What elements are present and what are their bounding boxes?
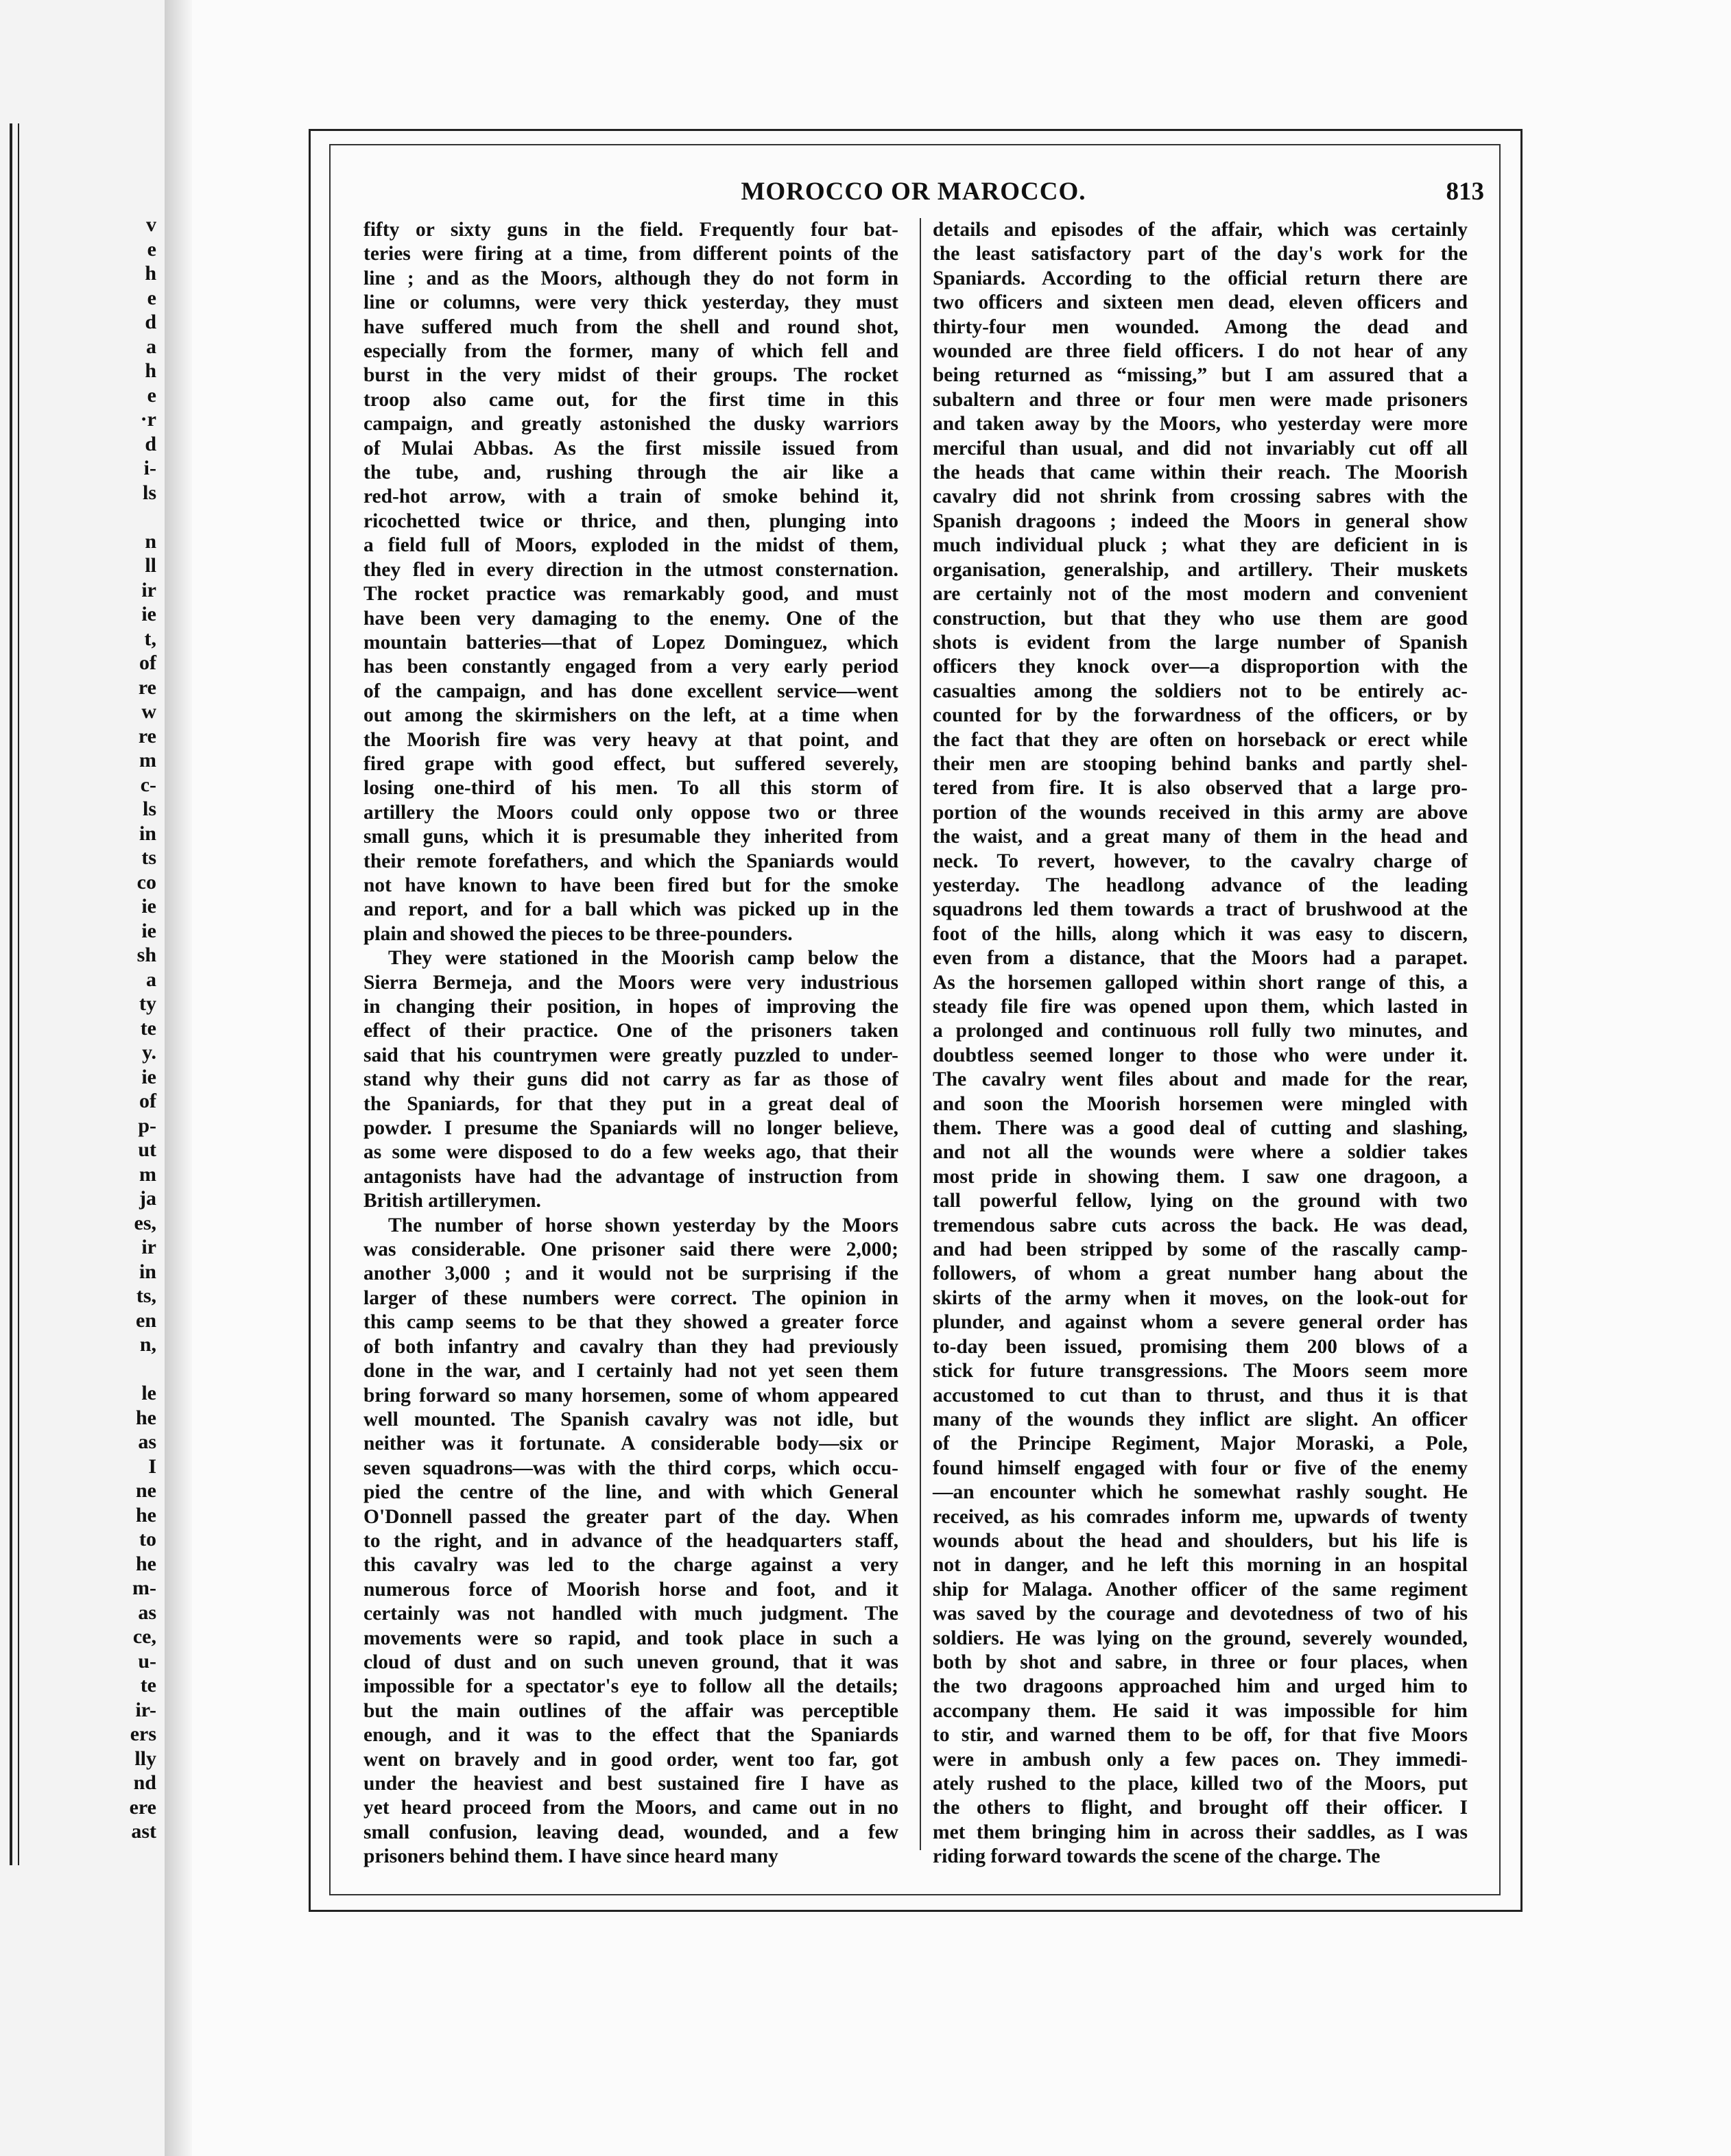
text-line: the tube, and, rushing through the air like a — [363, 462, 898, 484]
text-line: mountain batteries—that of Lopez Dominguez, which — [363, 631, 898, 654]
previous-page-line-fragment: d — [145, 432, 156, 455]
text-line: and taken away by the Moors, who yesterday were more — [933, 413, 1468, 435]
text-line: pied the centre of the line, and with which General — [363, 1481, 898, 1504]
previous-page-frame-rule — [10, 123, 12, 1865]
text-line: the Moorish fire was very heavy at that point, and — [363, 728, 898, 751]
text-line: larger of these numbers were correct. The opinion in — [363, 1286, 898, 1309]
previous-page-line-fragment: ll — [145, 554, 156, 577]
text-line: they fled in every direction in the utmost consternation. — [363, 558, 898, 581]
text-line: not have known to have been fired but for the smoke — [363, 874, 898, 896]
previous-page-line-fragment: ty — [139, 992, 156, 1015]
left-text-column — [363, 218, 898, 1868]
previous-page-line-fragment: n — [145, 529, 156, 553]
text-line: many of the wounds they inflict are slight. An officer — [933, 1408, 1468, 1430]
previous-page-line-fragment: en — [136, 1308, 156, 1332]
text-line: subaltern and three or four men were made prisoners — [933, 388, 1468, 411]
text-line: soldiers. He was lying on the ground, severely wounded, — [933, 1627, 1468, 1649]
previous-page-line-fragment: ce, — [132, 1625, 156, 1648]
previous-page-line-fragment: h — [145, 262, 156, 285]
text-line: merciful than usual, and did not invariably cut off all — [933, 437, 1468, 459]
text-line: in changing their position, in hopes of improving the — [363, 996, 898, 1018]
text-line: skirts of the army when it moves, on the look-out for — [933, 1286, 1468, 1309]
text-line: but the main outlines of the affair was perceptible — [363, 1699, 898, 1722]
text-line: construction, but that they who use them are good — [933, 607, 1468, 630]
book-page — [192, 0, 1731, 2156]
text-line: the two dragoons approached him and urged him to — [933, 1675, 1468, 1698]
text-line: especially from the former, many of which fell and — [363, 340, 898, 363]
text-line: numerous force of Moorish horse and foot, and it — [363, 1578, 898, 1601]
text-line: troop also came out, for the first time in this — [363, 388, 898, 411]
previous-page-line-fragment: ts, — [136, 1284, 156, 1307]
text-line: to stir, and warned them to be off, for that five Moors — [933, 1724, 1468, 1747]
previous-page-line-fragment: e — [147, 237, 156, 261]
text-line: effect of their practice. One of the prisoners taken — [363, 1020, 898, 1042]
text-line: the waist, and a great many of them in the head and — [933, 826, 1468, 848]
text-line: tered from fire. It is also observed that a large pro- — [933, 777, 1468, 800]
text-line: casualties among the soldiers not to be entirely ac- — [933, 680, 1468, 702]
text-line: red-hot arrow, with a train of smoke behind it, — [363, 486, 898, 508]
previous-page-line-fragment: ls — [142, 481, 156, 504]
text-line: small confusion, leaving dead, wounded, and a few — [363, 1821, 898, 1843]
text-line: impossible for a spectator's eye to follow all the details; — [363, 1675, 898, 1698]
text-line: foot of the hills, along which it was easy to discern, — [933, 922, 1468, 945]
text-line: out among the skirmishers on the left, at a time when — [363, 704, 898, 727]
text-line: squadrons led them towards a tract of brushwood at the — [933, 898, 1468, 921]
column-divider — [920, 218, 921, 1850]
text-line: prisoners behind them. I have since heard many — [363, 1845, 778, 1868]
text-line: Spaniards. According to the official return there are — [933, 267, 1468, 289]
text-line: enough, and it was to the effect that the Spaniards — [363, 1724, 898, 1747]
previous-page-line-fragment: i- — [143, 457, 156, 479]
previous-page-line-fragment: m — [139, 749, 156, 771]
text-line: their remote forefathers, and which the Spaniards would — [363, 850, 898, 872]
previous-page-line-fragment: I — [148, 1454, 156, 1478]
text-line: line or columns, were very thick yesterday, they must — [363, 291, 898, 314]
previous-page-line-fragment: ne — [136, 1479, 156, 1502]
right-text-column — [933, 218, 1468, 1868]
text-line: even from a distance, that the Moors had a parapet. — [933, 947, 1468, 970]
text-line: the others to flight, and brought off their officer. I — [933, 1797, 1468, 1819]
previous-page-fragment — [0, 0, 165, 2156]
text-line: went on bravely and in good order, went too far, got — [363, 1748, 898, 1771]
previous-page-line-fragment: nd — [133, 1771, 156, 1794]
text-line: cavalry did not shrink from crossing sabres with the — [933, 486, 1468, 508]
text-line: most pride in showing them. I saw one dragoon, a — [933, 1165, 1468, 1188]
previous-page-line-fragment: w — [141, 700, 156, 723]
text-line: this cavalry was led to the charge against a very — [363, 1554, 898, 1577]
previous-page-line-fragment: sh — [136, 944, 156, 966]
previous-page-line-fragment: e — [147, 383, 156, 407]
text-line: neither was it fortunate. A considerable body—six or — [363, 1433, 898, 1455]
text-line: of Mulai Abbas. As the first missile issued from — [363, 437, 898, 459]
text-line: losing one-third of his men. To all this storm of — [363, 777, 898, 800]
text-line: riding forward towards the scene of the charge. The — [933, 1845, 1381, 1868]
previous-page-line-fragment: to — [139, 1528, 156, 1550]
text-line: burst in the very midst of their groups. The rocket — [363, 364, 898, 387]
text-line: ship for Malaga. Another officer of the same regiment — [933, 1578, 1468, 1601]
previous-page-line-fragment: re — [138, 675, 156, 699]
text-line: movements were so rapid, and took place in such a — [363, 1627, 898, 1649]
text-line: under the heaviest and best sustained fire I have as — [363, 1773, 898, 1795]
text-line: They were stationed in the Moorish camp below the — [388, 947, 898, 970]
previous-page-line-fragment: ut — [138, 1138, 156, 1161]
text-line: have suffered much from the shell and round shot, — [363, 315, 898, 338]
text-line: a field full of Moors, exploded in the midst of them, — [363, 534, 898, 557]
previous-page-line-fragment: of — [139, 1090, 156, 1112]
text-line: and not all the wounds were where a soldier takes — [933, 1141, 1468, 1164]
text-line: officers they knock over—a disproportion with the — [933, 656, 1468, 678]
previous-page-line-fragment: te — [140, 1016, 156, 1040]
text-line: tremendous sabre cuts across the back. He was dead, — [933, 1214, 1468, 1236]
previous-page-line-fragment: c- — [140, 773, 156, 796]
previous-page-line-fragment: es, — [134, 1211, 156, 1234]
text-line: ricochetted twice or thrice, and then, plunging into — [363, 510, 898, 532]
previous-page-line-fragment: ers — [130, 1723, 156, 1745]
previous-page-line-fragment: co — [136, 870, 156, 894]
previous-page-line-fragment: d — [145, 311, 156, 333]
previous-page-line-fragment: ie — [141, 603, 156, 625]
text-line: another 3,000 ; and it would not be surprising if the — [363, 1262, 898, 1285]
previous-page-line-fragment: t, — [144, 627, 156, 650]
text-line: plunder, and against whom a severe general order has — [933, 1311, 1468, 1334]
text-line: portion of the wounds received in this army are above — [933, 801, 1468, 824]
running-head — [331, 177, 1496, 211]
text-line: Spanish dragoons ; indeed the Moors in general show — [933, 510, 1468, 532]
text-line: neck. To revert, however, to the cavalry charge of — [933, 850, 1468, 872]
previous-page-line-fragment: ir- — [135, 1698, 156, 1721]
previous-page-line-fragment: in — [139, 1260, 156, 1283]
text-line: and soon the Moorish horsemen were mingled with — [933, 1092, 1468, 1115]
text-line: —an encounter which he somewhat rashly sought. He — [933, 1481, 1468, 1504]
text-line: shots is evident from the large number of Spanish — [933, 631, 1468, 654]
text-line: received, as his comrades inform me, upwards of twenty — [933, 1505, 1468, 1528]
text-line: have been very damaging to the enemy. One of the — [363, 607, 898, 630]
text-line: much individual pluck ; what they are deficient in is — [933, 534, 1468, 557]
previous-page-line-fragment: ir — [141, 1236, 156, 1258]
text-line: steady file fire was opened upon them, which lasted in — [933, 996, 1468, 1018]
text-line: organisation, generalship, and artillery. Their muskets — [933, 558, 1468, 581]
text-line: of the campaign, and has done excellent service—went — [363, 680, 898, 702]
text-line: Sierra Bermeja, and the Moors were very industrious — [363, 971, 898, 994]
text-line: The cavalry went files about and made for the rear, — [933, 1068, 1468, 1091]
text-line: their men are stooping behind banks and partly shel- — [933, 752, 1468, 775]
text-line: O'Donnell passed the greater part of the day. When — [363, 1505, 898, 1528]
previous-page-line-fragment: ie — [141, 1065, 156, 1088]
previous-page-line-fragment: he — [136, 1552, 156, 1575]
previous-page-line-fragment: as — [138, 1430, 156, 1453]
previous-page-line-fragment: in — [139, 822, 156, 845]
text-line: accustomed to cut than to thrust, and thus it is that — [933, 1384, 1468, 1406]
text-line: cloud of dust and on such uneven ground, that it was — [363, 1651, 898, 1673]
previous-page-text-fragments — [126, 213, 156, 1844]
previous-page-line-fragment: h — [145, 359, 156, 382]
text-line: fifty or sixty guns in the field. Frequently four bat- — [363, 219, 898, 241]
previous-page-frame-rule — [18, 123, 19, 1865]
previous-page-line-fragment: he — [136, 1503, 156, 1526]
text-line: The rocket practice was remarkably good, and must — [363, 583, 898, 606]
previous-page-line-fragment: p- — [138, 1114, 156, 1137]
previous-page-line-fragment: v — [146, 213, 156, 236]
text-line: doubtless seemed longer to those who were under it. — [933, 1044, 1468, 1066]
previous-page-line-fragment: ir — [141, 578, 156, 601]
previous-page-line-fragment: a — [146, 968, 156, 991]
previous-page-line-fragment: a — [146, 335, 156, 358]
text-line: the least satisfactory part of the day's work for the — [933, 243, 1468, 265]
previous-page-line-fragment — [126, 1357, 156, 1382]
previous-page-line-fragment: m — [139, 1162, 156, 1186]
text-line: British artillerymen. — [363, 1190, 541, 1212]
text-line: accompany them. He said it was impossible for him — [933, 1699, 1468, 1722]
text-line: found himself engaged with four or five of the enemy — [933, 1457, 1468, 1479]
text-line: seven squadrons—was with the third corps, which occu- — [363, 1457, 898, 1479]
previous-page-line-fragment: e — [147, 286, 156, 309]
text-line: bring forward so many horsemen, some of whom appeared — [363, 1384, 898, 1406]
text-line: followers, of whom a great number hang about the — [933, 1262, 1468, 1285]
previous-page-line-fragment: n, — [139, 1333, 156, 1356]
text-line: yesterday. The headlong advance of the leading — [933, 874, 1468, 896]
text-line: the Spaniards, for that they put in a great deal of — [363, 1092, 898, 1115]
previous-page-line-fragment: le — [141, 1382, 156, 1404]
page-number: 813 — [1446, 178, 1484, 206]
text-line: ately rushed to the place, killed two of the Moors, put — [933, 1773, 1468, 1795]
text-line: this camp seems to be that they showed a greater force — [363, 1311, 898, 1334]
text-line: done in the war, and I certainly had not yet seen them — [363, 1360, 898, 1382]
text-line: artillery the Moors could only oppose two or three — [363, 801, 898, 824]
text-line: wounds about the head and shoulders, but his life is — [933, 1529, 1468, 1552]
text-line: certainly was not handled with much judgment. The — [363, 1603, 898, 1625]
text-line: said that his countrymen were greatly puzzled to under- — [363, 1044, 898, 1066]
text-line: not in danger, and he left this morning in an hospital — [933, 1554, 1468, 1577]
text-line: a prolonged and continuous roll fully two minutes, and — [933, 1020, 1468, 1042]
previous-page-line-fragment: ie — [141, 895, 156, 918]
text-line: and had been stripped by some of the rascally camp- — [933, 1238, 1468, 1261]
running-title: MOROCCO OR MAROCCO. — [741, 178, 1086, 206]
text-line: As the horsemen galloped within short range of this, a — [933, 971, 1468, 994]
text-line: the heads that came within their reach. The Moorish — [933, 462, 1468, 484]
text-line: are certainly not of the most modern and convenient — [933, 583, 1468, 606]
text-line: and report, and for a ball which was picked up in the — [363, 898, 898, 921]
text-line: them. There was a good deal of cutting and slashing, — [933, 1117, 1468, 1140]
text-line: antagonists have had the advantage of instruction from — [363, 1165, 898, 1188]
previous-page-line-fragment: ie — [141, 919, 156, 942]
previous-page-line-fragment: te — [140, 1674, 156, 1697]
text-line: counted for by the forwardness of the officers, or by — [933, 704, 1468, 727]
text-line: plain and showed the pieces to be three-pounders. — [363, 922, 793, 945]
text-line: stick for future transgressions. The Moors seem more — [933, 1360, 1468, 1382]
text-line: teries were firing at a time, from different points of the — [363, 243, 898, 265]
text-line: of both infantry and cavalry than they had previously — [363, 1335, 898, 1358]
book-gutter — [165, 0, 192, 2156]
text-line: being returned as “missing,” but I am assured that a — [933, 364, 1468, 387]
text-line: was saved by the courage and devotedness of two of his — [933, 1603, 1468, 1625]
previous-page-line-fragment: re — [138, 724, 156, 747]
text-line: both by shot and sabre, in three or four places, when — [933, 1651, 1468, 1673]
text-line: of the Principe Regiment, Major Moraski, a Pole, — [933, 1433, 1468, 1455]
text-line: powder. I presume the Spaniards will no longer believe, — [363, 1117, 898, 1140]
previous-page-line-fragment: ja — [139, 1187, 156, 1210]
text-line: fired grape with good effect, but suffered severely, — [363, 752, 898, 775]
text-line: small guns, which it is presumable they inherited from — [363, 826, 898, 848]
previous-page-line-fragment: as — [138, 1601, 156, 1624]
previous-page-line-fragment: ast — [131, 1820, 156, 1843]
previous-page-line-fragment: ·r — [140, 408, 156, 431]
text-line: met them bringing him in across their saddles, as I was — [933, 1821, 1468, 1843]
text-line: to the right, and in advance of the headquarters staff, — [363, 1529, 898, 1552]
text-line: line ; and as the Moors, although they do not form in — [363, 267, 898, 289]
previous-page-line-fragment: ls — [142, 798, 156, 820]
text-line: were in ambush only a few paces on. They immedi- — [933, 1748, 1468, 1771]
text-line: two officers and sixteen men dead, eleven officers and — [933, 291, 1468, 314]
previous-page-line-fragment: u- — [138, 1649, 156, 1673]
previous-page-line-fragment: he — [136, 1406, 156, 1429]
previous-page-line-fragment: m- — [132, 1577, 156, 1599]
text-line: yet heard proceed from the Moors, and came out in no — [363, 1797, 898, 1819]
text-line: thirty-four men wounded. Among the dead and — [933, 315, 1468, 338]
previous-page-line-fragment: y. — [142, 1041, 156, 1064]
previous-page-line-fragment: ts — [141, 846, 156, 869]
text-line: stand why their guns did not carry as far as those of — [363, 1068, 898, 1091]
text-line: was considerable. One prisoner said there were 2,000; — [363, 1238, 898, 1261]
text-line: wounded are three field officers. I do not hear of any — [933, 340, 1468, 363]
previous-page-line-fragment — [126, 505, 156, 529]
previous-page-line-fragment: lly — [134, 1747, 156, 1770]
text-line: tall powerful fellow, lying on the ground with two — [933, 1190, 1468, 1212]
text-line: campaign, and greatly astonished the dusky warriors — [363, 413, 898, 435]
text-line: The number of horse shown yesterday by the Moors — [388, 1214, 898, 1236]
text-line: the fact that they are often on horseback or erect while — [933, 728, 1468, 751]
text-line: has been constantly engaged from a very early period — [363, 656, 898, 678]
text-line: well mounted. The Spanish cavalry was not idle, but — [363, 1408, 898, 1430]
text-line: as some were disposed to do a few weeks ago, that their — [363, 1141, 898, 1164]
text-line: to-day been issued, promising them 200 blows of a — [933, 1335, 1468, 1358]
previous-page-line-fragment: ere — [129, 1795, 156, 1819]
text-line: details and episodes of the affair, which was certainly — [933, 219, 1468, 241]
previous-page-line-fragment: of — [139, 651, 156, 674]
